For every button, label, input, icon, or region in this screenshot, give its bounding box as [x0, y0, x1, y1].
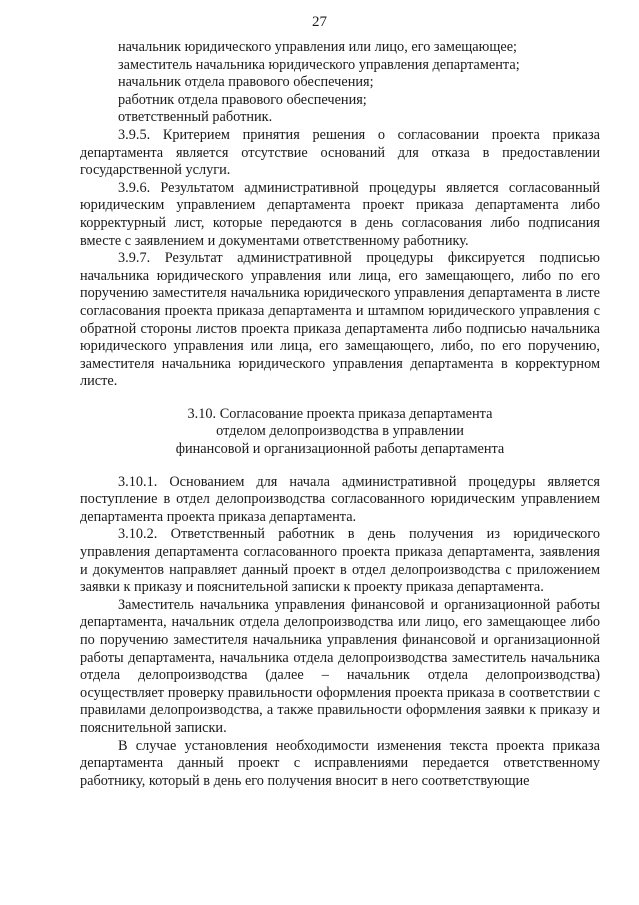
list-item: начальник юридического управления или лицо, его замещающее; [118, 39, 518, 55]
paragraph-3-10-2: 3.10.2. Ответственный работник в день получения из юридического управления департамента согласованного проекта приказа департамента, заявления и документов направляет данный проект в отдел делопроизводства с приложением заявки к приказу и пояснительной записки к проекту приказа департамента. [80, 526, 600, 596]
list-item: начальник отдела правового обеспечения; [118, 74, 374, 91]
list-item: работник отдела правового обеспечения; [118, 91, 367, 108]
paragraph-3-9-7: 3.9.7. Результат административной процедуры фиксируется подписью начальника юридического управления или лица, его замещающего, либо по его поручению заместителя начальника юридического управления департамента в листе согласования проекта приказа департамента и штампом юридического управления с обратной стороны листов проекта приказа департамента либо подписью начальника юридического управления или лица, его замещающего, либо, по его поручению, заместителя начальника юридического управления департамента в корректурном листе. [80, 250, 600, 390]
document-body [80, 39, 600, 790]
approver-list [80, 39, 600, 127]
list-item: заместитель начальника юридического управления департамента; [118, 56, 520, 73]
list-item: ответственный работник. [118, 109, 273, 126]
paragraph-3-9-6: 3.9.6. Результатом административной процедуры является согласованный юридическим управлением департамента проект приказа департамента либо корректурный лист, которые передаются в день согласования либо подписания вместе с заявлением и документами ответственному работнику. [80, 179, 600, 249]
section-heading-3-10 [80, 406, 600, 459]
page-number: 27 [312, 14, 327, 30]
section-heading-line: 3.10. Согласование проекта приказа департамента [187, 405, 493, 422]
paragraph-3-9-5: 3.9.5. Критерием принятия решения о согласовании проекта приказа департамента является отсутствие оснований для отказа в предоставлении государственной услуги. [80, 126, 600, 179]
paragraph-deputy-head-check: Заместитель начальника управления финансовой и организационной работы департамента, начальник отдела делопроизводства или лицо, его замещающее либо по поручению заместителя начальника управления финансовой и организационной работы департамента, начальника отдела делопроизводства заместитель начальника отдела делопроизводства (далее – начальник отдела делопроизводства) осуществляет проверку правильности оформления проекта приказа в соответствии с правилами делопроизводства, а также правильности оформления заявки к приказу и пояснительной записки. [80, 596, 600, 736]
paragraph-text-changes: В случае установления необходимости изменения текста проекта приказа департамента данный проект с исправлениями передается ответственному работнику, который в день его получения вносит в него соответствующие [80, 737, 600, 789]
paragraph-3-10-1: 3.10.1. Основанием для начала административной процедуры является поступление в отдел делопроизводства согласованного юридическим управлением департамента проекта приказа департамента. [80, 473, 600, 525]
section-heading-line: отделом делопроизводства в управлении [216, 423, 464, 440]
section-heading-line: финансовой и организационной работы департамента [175, 441, 505, 458]
